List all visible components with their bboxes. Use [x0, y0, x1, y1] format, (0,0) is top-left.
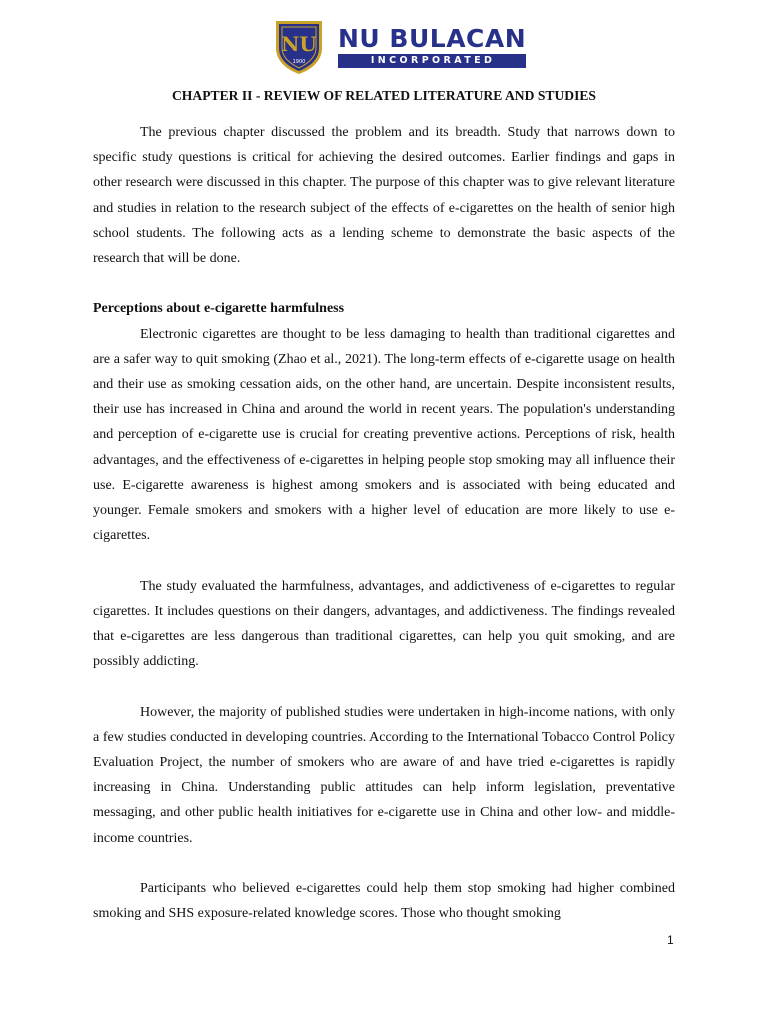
body-paragraph: However, the majority of published studies were undertaken in high-income nations, with only a few studies conducted in developing countries. According to the International Tobacco Control Policy Evaluation Project, the number of smokers who are aware of and have tried e-cigarettes is rapidly increasing in China. Understanding public attitudes can help inform legislation, preventative messaging, and other public health initiatives for e-cigarette use in China and other low- and middle-income countries. — [93, 704, 675, 846]
brand-subtitle: INCORPORATED — [338, 54, 526, 68]
body-paragraph: The study evaluated the harmfulness, advantages, and addictiveness of e-cigarettes to regular cigarettes. It includes questions on their dangers, advantages, and addictiveness. The findings revealed that e-cigarettes are less dangerous than traditional cigarettes, can help you quit smoking, and are possibly addicting. — [93, 578, 675, 670]
body-paragraph: Participants who believed e-cigarettes could help them stop smoking had higher combined smoking and SHS exposure-related knowledge scores. Those who thought smoking — [93, 881, 675, 922]
document-body — [93, 86, 675, 926]
svg-text:1900: 1900 — [292, 59, 306, 65]
body-paragraph: Electronic cigarettes are thought to be less damaging to health than traditional cigarettes and are a safer way to quit smoking (Zhao et al., 2021). The long-term effects of e-cigarette usage on health and their use as smoking cessation aids, on the other hand, are uncertain. Despite inconsistent results, their use has increased in China and around the world in recent years. The population's understanding and perception of e-cigarette use is crucial for creating preventive actions. Perceptions of risk, health advantages, and the effectiveness of e-cigarettes in helping people stop smoking may all influence their use. E-cigarette awareness is highest among smokers and is associated with being educated and younger. Female smokers and smokers with a higher level of education are more likely to use e-cigarettes. — [93, 326, 675, 544]
institution-header — [270, 16, 526, 78]
chapter-title: CHAPTER II - REVIEW OF RELATED LITERATURE AND STUDIES — [171, 88, 596, 103]
svg-text:NU: NU — [281, 32, 317, 56]
section-heading: Perceptions about e-cigarette harmfulness — [93, 301, 345, 317]
brand-wordmark — [338, 26, 526, 68]
intro-paragraph: The previous chapter discussed the problem and its breadth. Study that narrows down to specific study questions is critical for achieving the desired outcomes. Earlier findings and gaps in other research were discussed in this chapter. The purpose of this chapter was to give relevant literature and studies in relation to the research subject of the effects of e-cigarettes on the health of senior high school students. The following acts as a lending scheme to demonstrate the basic aspects of the research that will be done. — [93, 125, 675, 267]
university-seal-logo — [270, 18, 328, 76]
page-number: 1 — [667, 933, 674, 947]
brand-name: NU BULACAN — [338, 24, 527, 53]
